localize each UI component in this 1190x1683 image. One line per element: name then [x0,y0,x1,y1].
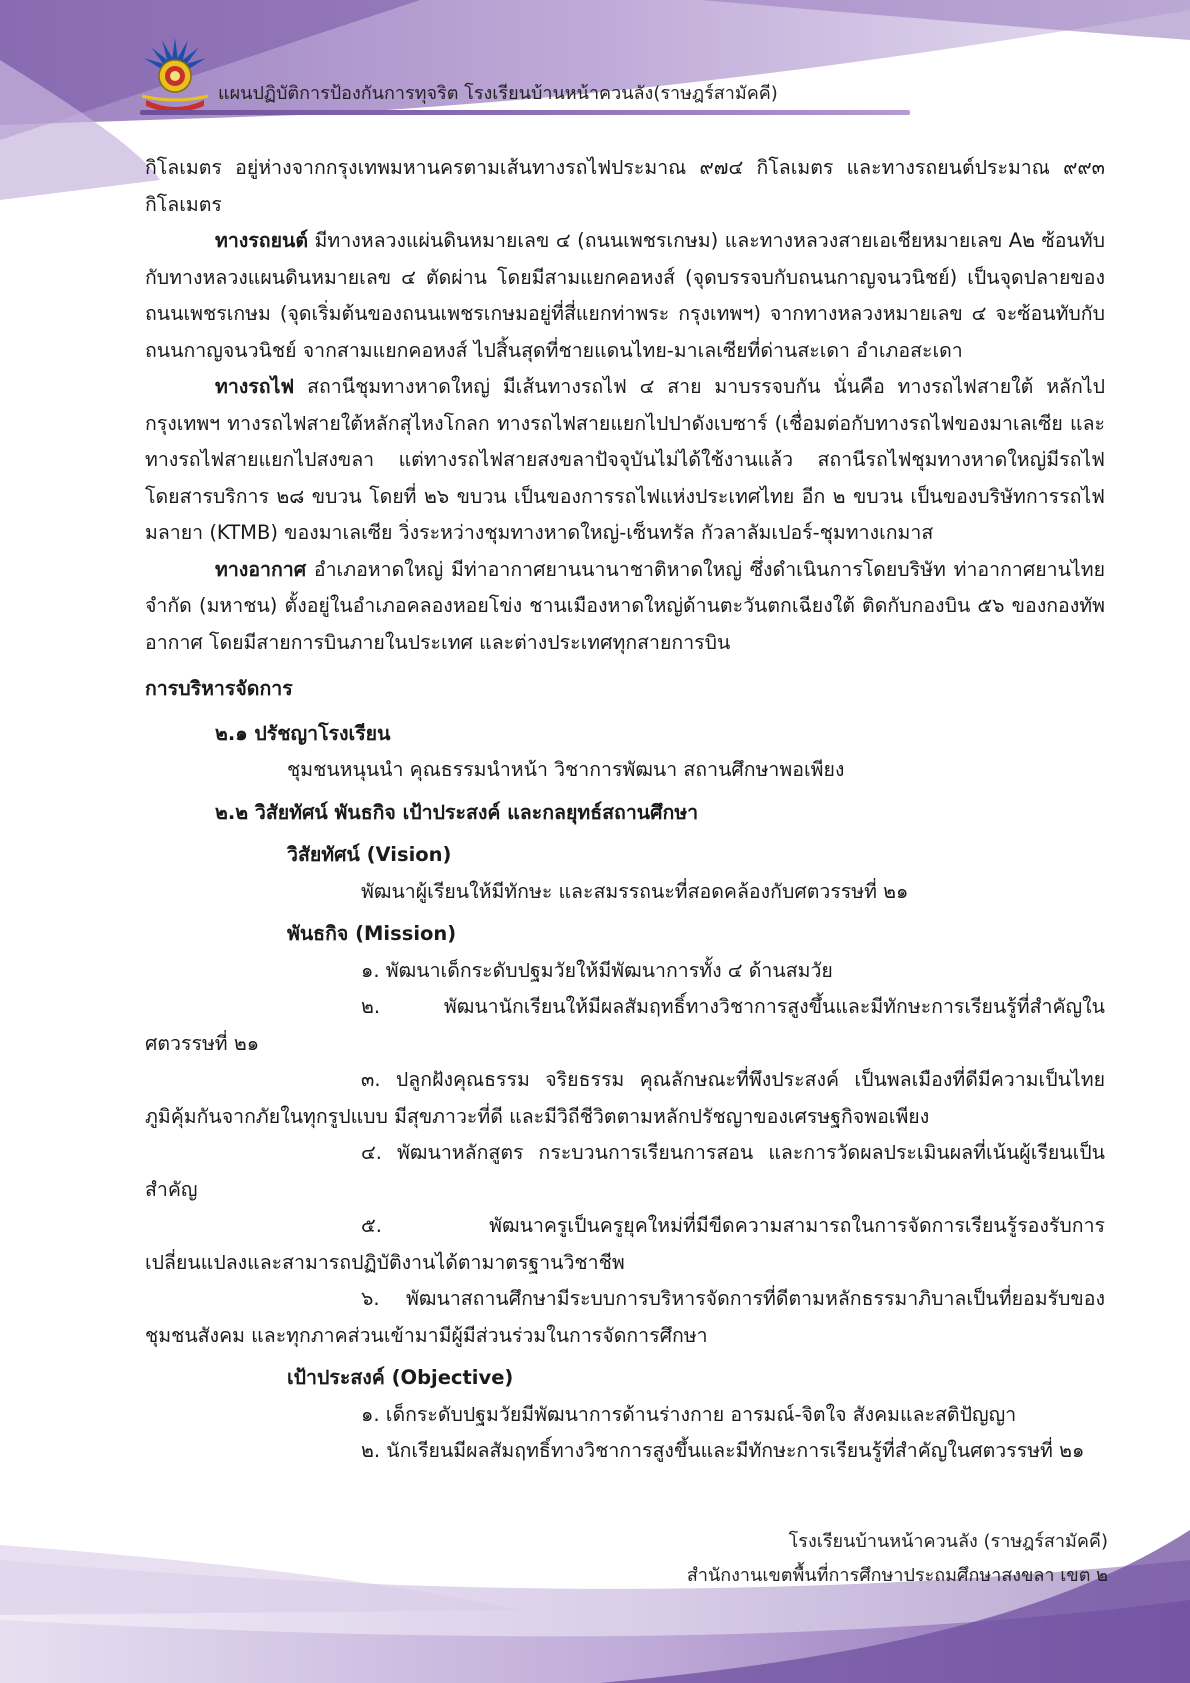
heading-objective: เป้าประสงค์ (Objective) [287,1366,514,1389]
mission-item: ๔. พัฒนาหลักสูตร กระบวนการเรียนการสอน และการวัดผลประเมินผลที่เน้นผู้เรียนเป็นสำคัญ [145,1141,1105,1201]
mission-item: ๑. พัฒนาเด็กระดับปฐมวัยให้มีพัฒนาการทั้ง ๔ ด้านสมวัย [361,958,833,982]
mission-item: ๓. ปลูกฝังคุณธรรม จริยธรรม คุณลักษณะที่พึงประสงค์ เป็นพลเมืองที่ดีมีความเป็นไทย ภูมิคุ้มกันจากภัยในทุกรูปแบบ มีสุขภาวะที่ดี และมีวิถีชีวิตตามหลักปรัชญาของเศรษฐกิจพอเพียง [145,1068,1105,1128]
heading-philosophy: ๒.๑ ปรัชญาโรงเรียน [215,721,391,745]
mission-item: ๕. พัฒนาครูเป็นครูยุคใหม่ที่มีขีดความสามารถในการจัดการเรียนรู้รองรับการเปลี่ยนแปลงและสามารถปฏิบัติงานได้ตามาตรฐานวิชาชีพ [145,1214,1105,1274]
section-heading-admin: การบริหารจัดการ [145,677,293,700]
heading-vision-group: ๒.๒ วิสัยทัศน์ พันธกิจ เป้าประสงค์ และกลยุทธ์สถานศึกษา [215,800,699,824]
footer-office-name: สำนักงานเขตพื้นที่การศึกษาประถมศึกษาสงขลา เขต ๒ [686,1565,1108,1586]
rail-text: สถานีชุมทางหาดใหญ่ มีเส้นทางรถไฟ ๔ สาย มาบรรจบกัน นั่นคือ ทางรถไฟสายใต้ หลักไปกรุงเทพฯ ทางรถไฟสายใต้หลักสุไหงโกลก ทางรถไฟสายแยกไปปาดังเบซาร์ (เชื่อมต่อกับทางรถไฟของมาเลเซีย และทางรถไฟสายแยกไปสงขลา แต่ทางรถไฟสายสงขลาปัจจุบันไม่ได้ใช้งานแล้ว สถานีรถไฟชุมทางหาดใหญ่มีรถไฟโดยสารบริการ ๒๘ ขบวน โดยที่ ๒๖ ขบวน เป็นของการรถไฟแห่งประเทศไทย อีก ๒ ขบวน เป็นของบริษัทการรถไฟมลายา (KTMB) ของมาเลเซีย วิ่งระหว่างชุมทางหาดใหญ่-เซ็นทรัล กัวลาลัมเปอร์-ชุมทางเกมาส [145,375,1105,544]
paragraph-road [145,223,1105,369]
document-body [145,150,1105,1470]
paragraph-distance: กิโลเมตร อยู่ห่างจากกรุงเทพมหานครตามเส้นทางรถไฟประมาณ ๙๗๔ กิโลเมตร และทางรถยนต์ประมาณ ๙๙๓ กิโลเมตร [145,156,1105,216]
philosophy-text: ชุมชนหนุนนำ คุณธรรมนำหน้า วิชาการพัฒนา สถานศึกษาพอเพียง [287,758,845,781]
header-divider [140,110,910,115]
objective-item: ๒. นักเรียนมีผลสัมฤทธิ์ทางวิชาการสูงขึ้นและมีทักษะการเรียนรู้ที่สำคัญในศตวรรษที่ ๒๑ [361,1439,1085,1462]
document-title: แผนปฏิบัติการป้องกันการทุจริต โรงเรียนบ้านหน้าควนลัง(ราษฎร์สามัคคี) [218,83,778,104]
page-footer [687,1525,1108,1593]
road-label: ทางรถยนต์ [215,229,309,252]
paragraph-rail [145,369,1105,552]
paragraph-air [145,552,1105,662]
vision-text: พัฒนาผู้เรียนให้มีทักษะ และสมรรถนะที่สอดคล้องกับศตวรรษที่ ๒๑ [361,879,909,903]
road-text: มีทางหลวงแผ่นดินหมายเลข ๔ (ถนนเพชรเกษม) และทางหลวงสายเอเชียหมายเลข A๒ ซ้อนทับกับทางหลวงแผนดินหมายเลข ๔ ตัดผ่าน โดยมีสามแยกคอหงส์ (จุดบรรจบกับถนนกาญจนวนิชย์) เป็นจุดปลายของถนนเพชรเกษม (จุดเริ่มต้นของถนนเพชรเกษมอยู่ที่สี่แยกท่าพระ กรุงเทพฯ) จากทางหลวงหมายเลข ๔ จะซ้อนทับกับถนนกาญจนวนิชย์ จากสามแยกคอหงส์ ไปสิ้นสุดที่ชายแดนไทย-มาเลเซียที่ด่านสะเดา อำเภอสะเดา [145,229,1105,362]
mission-item: ๒. พัฒนานักเรียนให้มีผลสัมฤทธิ์ทางวิชาการสูงขึ้นและมีทักษะการเรียนรู้ที่สำคัญในศตวรรษที่ ๒๑ [145,995,1105,1055]
air-label: ทางอากาศ [215,557,307,581]
air-text: อำเภอหาดใหญ่ มีท่าอากาศยานนานาชาติหาดใหญ่ ซึ่งดำเนินการโดยบริษัท ท่าอากาศยานไทย จำกัด (มหาชน) ตั้งอยู่ในอำเภอคลองหอยโข่ง ชานเมืองหาดใหญ่ด้านตะวันตกเฉียงใต้ ติดกับกองบิน ๕๖ ของกองทัพอากาศ โดยมีสายการบินภายในประเทศ และต่างประเทศทุกสายการบิน [145,557,1105,654]
heading-vision: วิสัยทัศน์ (Vision) [287,843,452,866]
mission-item: ๖. พัฒนาสถานศึกษามีระบบการบริหารจัดการที่ดีตามหลักธรรมาภิบาลเป็นที่ยอมรับของชุมชนสังคม และทุกภาคส่วนเข้ามามีผู้มีส่วนร่วมในการจัดการศึกษา [145,1287,1105,1347]
objective-item: ๑. เด็กระดับปฐมวัยมีพัฒนาการด้านร่างกาย อารมณ์-จิตใจ สังคมและสติปัญญา [361,1402,1017,1426]
heading-mission: พันธกิจ (Mission) [287,922,457,945]
school-emblem-icon [140,34,210,114]
rail-label: ทางรถไฟ [215,375,295,398]
page-header [140,30,910,120]
footer-school-name: โรงเรียนบ้านหน้าควนลัง (ราษฎร์สามัคคี) [788,1531,1108,1552]
